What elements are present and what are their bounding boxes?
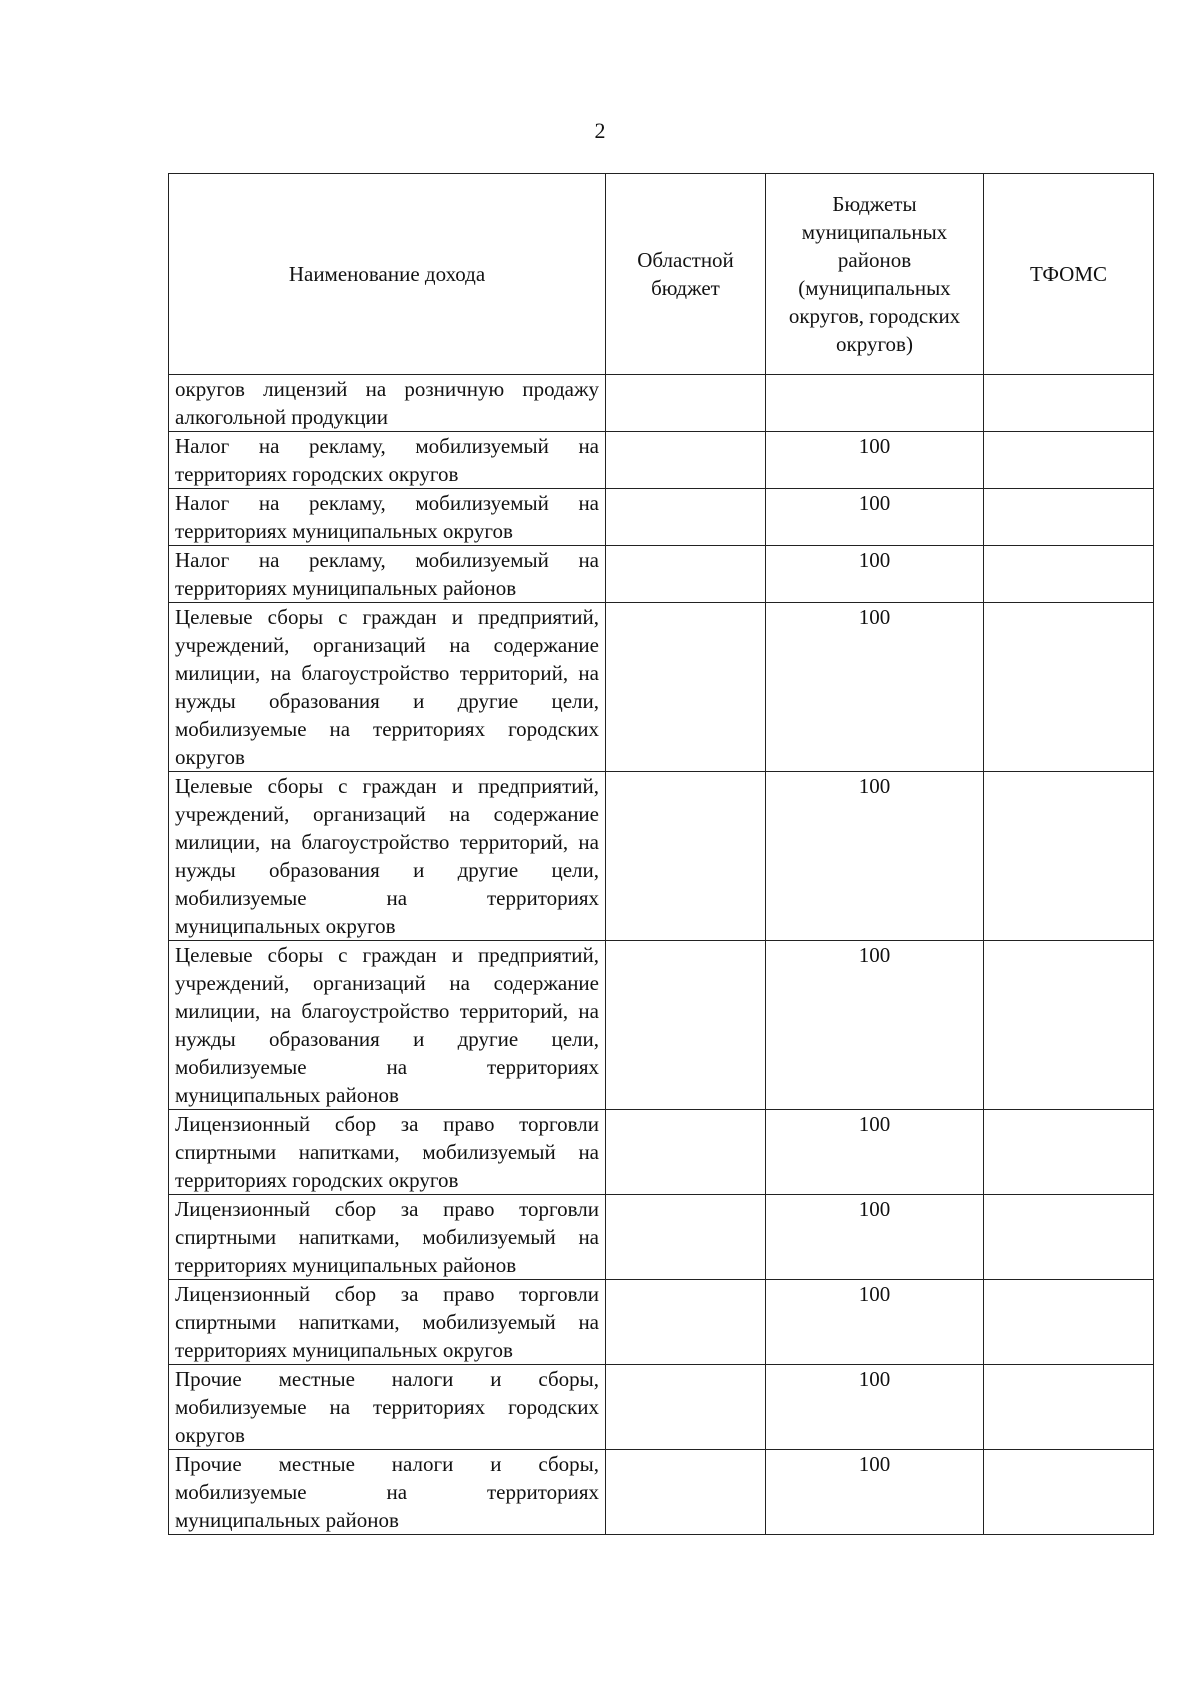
tfoms-share-cell	[984, 1365, 1154, 1450]
header-regional-budget: Областной бюджет	[606, 174, 766, 375]
tfoms-share-cell	[984, 375, 1154, 432]
municipal-share-cell: 100	[766, 603, 984, 772]
table-row	[169, 1110, 1154, 1195]
revenue-name-cell: Прочие местные налоги и сборы, мобилизуемые на территориях муниципальных районов	[169, 1450, 606, 1535]
revenue-name-cell: Налог на рекламу, мобилизуемый на территориях муниципальных районов	[169, 546, 606, 603]
municipal-share-cell: 100	[766, 1110, 984, 1195]
tfoms-share-cell	[984, 941, 1154, 1110]
regional-share-cell	[606, 432, 766, 489]
municipal-share-cell: 100	[766, 1450, 984, 1535]
regional-share-cell	[606, 546, 766, 603]
regional-share-cell	[606, 772, 766, 941]
municipal-share-cell: 100	[766, 772, 984, 941]
table-row	[169, 1365, 1154, 1450]
tfoms-share-cell	[984, 772, 1154, 941]
revenue-name-cell: Целевые сборы с граждан и предприятий, учреждений, организаций на содержание милиции, на благоустройство территорий, на нужды образования и другие цели, мобилизуемые на территориях муниципальных округов	[169, 772, 606, 941]
tfoms-share-cell	[984, 603, 1154, 772]
revenue-name-cell: Целевые сборы с граждан и предприятий, учреждений, организаций на содержание милиции, на благоустройство территорий, на нужды образования и другие цели, мобилизуемые на территориях муниципальных районов	[169, 941, 606, 1110]
table-row	[169, 432, 1154, 489]
header-revenue-name: Наименование дохода	[169, 174, 606, 375]
regional-share-cell	[606, 603, 766, 772]
regional-share-cell	[606, 1110, 766, 1195]
regional-share-cell	[606, 1365, 766, 1450]
tfoms-share-cell	[984, 1450, 1154, 1535]
municipal-share-cell: 100	[766, 432, 984, 489]
municipal-share-cell	[766, 375, 984, 432]
revenue-distribution-table	[168, 173, 1154, 1535]
table-row	[169, 772, 1154, 941]
tfoms-share-cell	[984, 1195, 1154, 1280]
table-row	[169, 489, 1154, 546]
tfoms-share-cell	[984, 432, 1154, 489]
table-row	[169, 603, 1154, 772]
revenue-name-cell: Лицензионный сбор за право торговли спиртными напитками, мобилизуемый на территориях муниципальных округов	[169, 1280, 606, 1365]
page-number: 2	[594, 118, 606, 143]
tfoms-share-cell	[984, 489, 1154, 546]
revenue-name-cell: Налог на рекламу, мобилизуемый на территориях городских округов	[169, 432, 606, 489]
table-header-row	[169, 174, 1154, 375]
revenue-name-cell: округов лицензий на розничную продажу алкогольной продукции	[169, 375, 606, 432]
regional-share-cell	[606, 375, 766, 432]
municipal-share-cell: 100	[766, 1280, 984, 1365]
revenue-name-cell: Прочие местные налоги и сборы, мобилизуемые на территориях городских округов	[169, 1365, 606, 1450]
regional-share-cell	[606, 1280, 766, 1365]
revenue-name-cell: Налог на рекламу, мобилизуемый на территориях муниципальных округов	[169, 489, 606, 546]
regional-share-cell	[606, 1195, 766, 1280]
regional-share-cell	[606, 1450, 766, 1535]
table-row	[169, 1450, 1154, 1535]
municipal-share-cell: 100	[766, 489, 984, 546]
tfoms-share-cell	[984, 546, 1154, 603]
municipal-share-cell: 100	[766, 941, 984, 1110]
table-row	[169, 1280, 1154, 1365]
revenue-name-cell: Целевые сборы с граждан и предприятий, учреждений, организаций на содержание милиции, на благоустройство территорий, на нужды образования и другие цели, мобилизуемые на территориях городских округов	[169, 603, 606, 772]
table-row	[169, 375, 1154, 432]
regional-share-cell	[606, 489, 766, 546]
revenue-name-cell: Лицензионный сбор за право торговли спиртными напитками, мобилизуемый на территориях городских округов	[169, 1110, 606, 1195]
table-row	[169, 941, 1154, 1110]
revenue-name-cell: Лицензионный сбор за право торговли спиртными напитками, мобилизуемый на территориях муниципальных районов	[169, 1195, 606, 1280]
table-row	[169, 546, 1154, 603]
header-tfoms: ТФОМС	[984, 174, 1154, 375]
tfoms-share-cell	[984, 1110, 1154, 1195]
regional-share-cell	[606, 941, 766, 1110]
municipal-share-cell: 100	[766, 546, 984, 603]
header-municipal-budgets: Бюджеты муниципальных районов (муниципальных округов, городских округов)	[766, 174, 984, 375]
municipal-share-cell: 100	[766, 1195, 984, 1280]
table-row	[169, 1195, 1154, 1280]
tfoms-share-cell	[984, 1280, 1154, 1365]
municipal-share-cell: 100	[766, 1365, 984, 1450]
